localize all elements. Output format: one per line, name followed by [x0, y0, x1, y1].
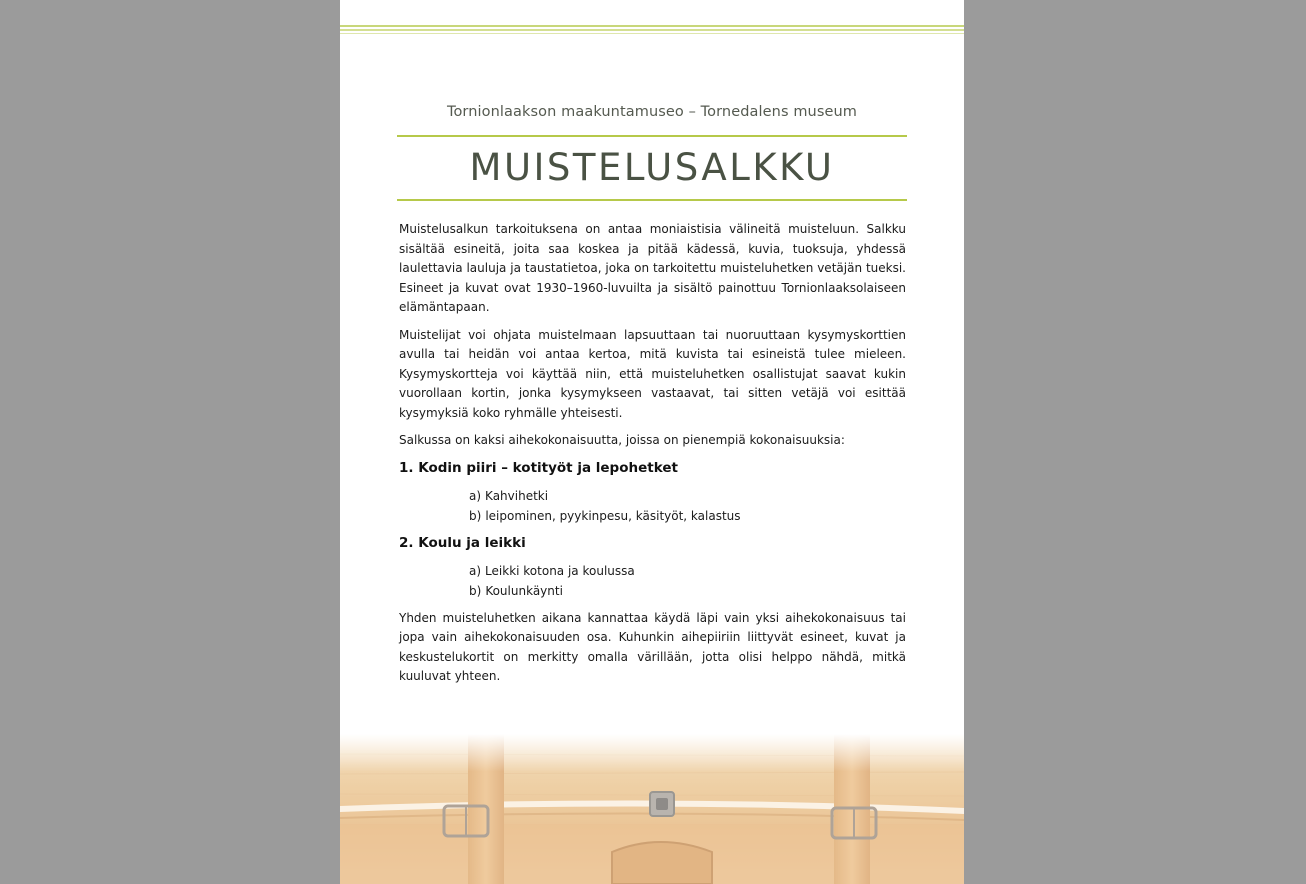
- header-decorative-rule: [340, 29, 964, 31]
- title-bottom-rule: [397, 199, 907, 201]
- list-item-text: Leikki kotona ja koulussa: [485, 563, 635, 578]
- header-decorative-rule: [340, 33, 964, 34]
- title-top-rule: [397, 135, 907, 137]
- document-title: MUISTELUSALKKU: [469, 146, 835, 189]
- museum-name: Tornionlaakson maakuntamuseo – Tornedalens museum: [446, 104, 858, 120]
- intro-paragraph: Muistelusalkun tarkoituksena on antaa moniaistisia välineitä muisteluun. Salkku sisältää esineitä, joita saa koskea ja pitää kädessä, kuvia, tuoksuja, yhdessä laulettavia lauluja ja taustatietoa, joka on tarkoitettu muisteluhetken vetäjän tueksi. Esineet ja kuvat ovat 1930–1960-luvuilta ja sisältö painottuu Tornionlaaksolaiseen elämäntapaan.: [399, 222, 906, 314]
- list-marker: a): [469, 563, 482, 578]
- list-item: [469, 486, 906, 506]
- list-marker: b): [469, 508, 482, 523]
- header-decorative-rule: [340, 25, 964, 27]
- document-body: [399, 220, 906, 695]
- list-item: [469, 506, 906, 526]
- document-page: [340, 0, 964, 884]
- section-heading-school: 2. Koulu ja leikki: [399, 534, 526, 551]
- instructions-paragraph: Muistelijat voi ohjata muistelmaan lapsuuttaan tai nuoruuttaan kysymyskorttien avulla tai heidän voi antaa kertoa, mitä kuvista tai esineistä tulee mieleen. Kysymyskortteja voi käyttää niin, että muisteluhetken osallistujat saavat kukin vuorollaan kortin, jonka kysymykseen vastaavat, tai sitten vetäjä voi esittää kysymyksiä koko ryhmälle yhteisesti.: [399, 327, 906, 420]
- list-marker: b): [469, 583, 482, 598]
- leather-suitcase-image: [340, 734, 964, 884]
- list-item: [469, 581, 906, 601]
- section-heading-home: 1. Kodin piiri – kotityöt ja lepohetket: [399, 459, 678, 476]
- list-item-text: Kahvihetki: [485, 488, 549, 503]
- list-item: [469, 561, 906, 581]
- topics-intro-paragraph: Salkussa on kaksi aihekokonaisuutta, joissa on pienempiä kokonaisuuksia:: [399, 433, 845, 447]
- section-list-home: [469, 486, 906, 526]
- closing-paragraph: Yhden muisteluhetken aikana kannattaa käydä läpi vain yksi aihekokonaisuus tai jopa vain aihekokonaisuuden osa. Kuhunkin aihepiiriin liittyvät esineet, kuvat ja keskustelukortit on merkitty omalla värillään, jotta olisi helppo nähdä, mitkä kuuluvat yhteen.: [399, 610, 906, 683]
- list-item-text: Koulunkäynti: [485, 583, 563, 598]
- section-list-school: [469, 561, 906, 601]
- list-marker: a): [469, 488, 482, 503]
- list-item-text: leipominen, pyykinpesu, käsityöt, kalastus: [485, 508, 741, 523]
